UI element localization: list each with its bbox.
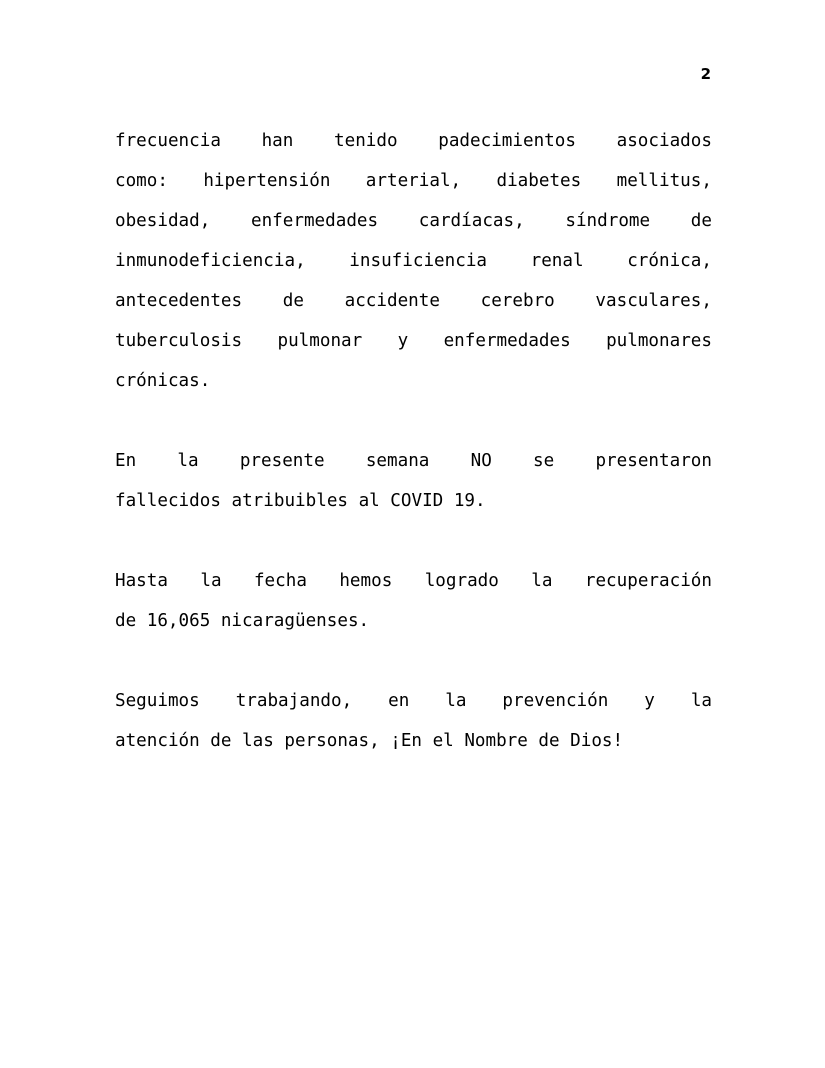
paragraph-sin-fallecidos <box>115 441 712 521</box>
word: arterial, <box>365 171 462 191</box>
word: como: <box>115 171 168 191</box>
word: asociados <box>616 131 712 151</box>
text-line <box>115 681 712 721</box>
text-line <box>115 241 712 281</box>
word: fecha <box>253 571 307 591</box>
word: enfermedades <box>443 331 571 351</box>
word: prevención <box>502 691 609 711</box>
word: 16,065 <box>146 611 211 631</box>
word: COVID <box>390 491 444 511</box>
word: y <box>644 691 655 711</box>
word: hipertensión <box>203 171 331 191</box>
word: accidente <box>344 291 440 311</box>
word: hemos <box>339 571 393 591</box>
word: tuberculosis <box>115 331 243 351</box>
word: atención <box>115 731 200 751</box>
paragraph-padecimientos-asociados <box>115 121 712 401</box>
word: presente <box>239 451 325 471</box>
word: nicaragüenses. <box>220 611 370 631</box>
word: al <box>358 491 380 511</box>
text-line <box>115 481 712 521</box>
word: cerebro <box>480 291 555 311</box>
word: frecuencia <box>115 131 221 151</box>
word: tenido <box>334 131 398 151</box>
word: pulmonares <box>606 331 712 351</box>
word: la <box>690 691 712 711</box>
word: vasculares, <box>595 291 712 311</box>
word: 19. <box>453 491 486 511</box>
word: la <box>200 571 222 591</box>
word: trabajando, <box>235 691 353 711</box>
word: padecimientos <box>438 131 576 151</box>
text-line <box>115 721 712 761</box>
text-line <box>115 321 712 361</box>
word: el <box>432 731 454 751</box>
word: renal <box>530 251 584 271</box>
word: síndrome <box>565 211 651 231</box>
paragraph-cierre <box>115 681 712 761</box>
word: enfermedades <box>251 211 379 231</box>
word: fallecidos <box>115 491 221 511</box>
page-number: 2 <box>700 65 711 83</box>
text-line <box>115 361 712 401</box>
word: crónica, <box>627 251 712 271</box>
word: Seguimos <box>115 691 200 711</box>
word: mellitus, <box>616 171 712 191</box>
word: la <box>531 571 553 591</box>
word: las <box>242 731 274 751</box>
word: NO <box>470 451 492 471</box>
word: obesidad, <box>115 211 211 231</box>
word: insuficiencia <box>349 251 487 271</box>
word: la <box>177 451 199 471</box>
word: y <box>397 331 409 351</box>
word: la <box>445 691 467 711</box>
word: logrado <box>424 571 499 591</box>
word: de <box>538 731 560 751</box>
text-line <box>115 441 712 481</box>
word: presentaron <box>595 451 712 471</box>
word: inmunodeficiencia, <box>115 251 306 271</box>
word: de <box>115 611 137 631</box>
word: crónicas. <box>115 371 211 391</box>
text-line <box>115 561 712 601</box>
word: personas, <box>284 731 380 751</box>
word: de <box>690 211 712 231</box>
word: de <box>282 291 304 311</box>
word: se <box>533 451 555 471</box>
text-line <box>115 121 712 161</box>
word: Nombre <box>464 731 528 751</box>
word: han <box>261 131 294 151</box>
word: de <box>210 731 232 751</box>
word: recuperación <box>584 571 712 591</box>
word: cardíacas, <box>418 211 525 231</box>
word: ¡En <box>390 731 423 751</box>
word: En <box>115 451 137 471</box>
word: semana <box>365 451 430 471</box>
text-line <box>115 201 712 241</box>
word: Dios! <box>570 731 624 751</box>
text-line <box>115 281 712 321</box>
word: atribuibles <box>231 491 349 511</box>
document-body <box>115 121 712 761</box>
word: Hasta <box>115 571 168 591</box>
word: en <box>388 691 410 711</box>
text-line <box>115 601 712 641</box>
paragraph-recuperados <box>115 561 712 641</box>
word: diabetes <box>496 171 582 191</box>
word: pulmonar <box>277 331 363 351</box>
text-line <box>115 161 712 201</box>
word: antecedentes <box>115 291 243 311</box>
